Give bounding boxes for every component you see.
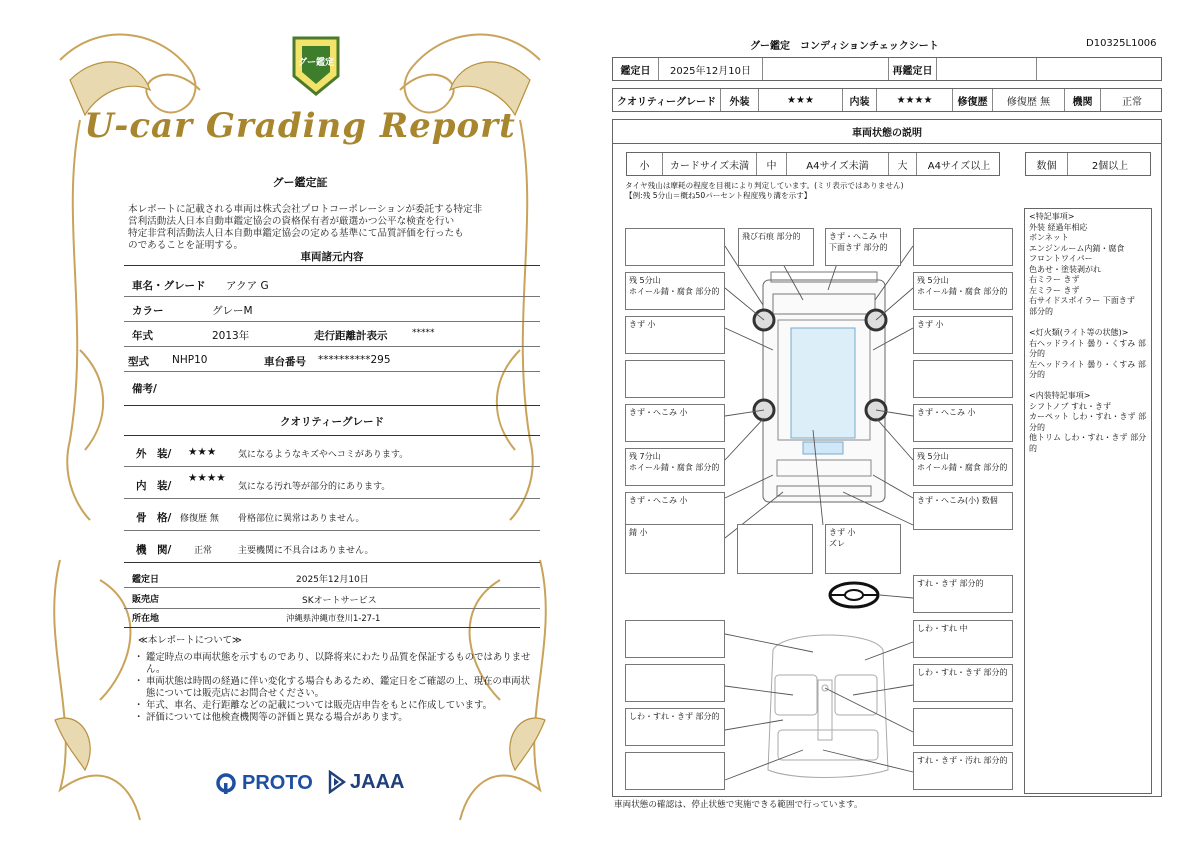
condition-panel bbox=[612, 119, 1162, 797]
jaaa-logo-text: JAAA bbox=[350, 770, 405, 793]
divider bbox=[124, 587, 540, 588]
note-item: ・ 車両状態は時間の経過に伴い変化する場合もあるため、鑑定日をご確認の上、現在の車両状態については販売店にお問合せください。 bbox=[136, 676, 536, 700]
year-label: 年式 bbox=[132, 330, 153, 342]
car-name-label: 車名・グレード bbox=[132, 280, 206, 292]
car-name-value: アクア G bbox=[226, 280, 269, 292]
exterior-box-front-left bbox=[625, 228, 725, 266]
interior-stars: ★★★★ bbox=[188, 472, 226, 484]
certificate-body bbox=[128, 204, 538, 252]
legend-small: 小 bbox=[627, 153, 663, 175]
chassis-value: **********295 bbox=[318, 354, 391, 366]
blank-cell bbox=[1037, 58, 1163, 80]
interior-comment: 気になる汚れ等が部分的にあります。 bbox=[238, 482, 391, 492]
sheet-title: グー鑑定 コンディションチェックシート bbox=[750, 41, 939, 52]
exterior-comment: 気になるようなキズやヘコミがあります。 bbox=[238, 450, 409, 460]
divider bbox=[124, 466, 540, 467]
reappraisal-label: 再鑑定日 bbox=[889, 58, 937, 80]
divider bbox=[124, 371, 540, 372]
interior-box-steering: すれ・きず 部分的 bbox=[913, 575, 1013, 613]
engine-label: 機関 bbox=[1065, 89, 1101, 111]
interior-box-right-3 bbox=[913, 708, 1013, 746]
color-value: グレーM bbox=[212, 305, 253, 317]
exterior-box-right-2 bbox=[913, 360, 1013, 398]
divider bbox=[124, 321, 540, 322]
model-value: NHP10 bbox=[172, 354, 208, 366]
grading-certificate bbox=[40, 20, 560, 835]
exterior-label: 外装 bbox=[721, 89, 759, 111]
certificate-body-line: 本レポートに記載される車両は株式会社プロトコーポレーションが委託する特定非 bbox=[128, 204, 483, 215]
car-exterior-diagram bbox=[754, 272, 886, 502]
note-item: ・ 年式、車名、走行距離などの記載については販売店申告をもとに作成しています。 bbox=[136, 700, 536, 712]
exterior-box-left-2 bbox=[625, 360, 725, 398]
legend-large-desc: A4サイズ以上 bbox=[927, 160, 991, 172]
engine-value: 正常 bbox=[194, 546, 213, 556]
interior-box-left-3: しわ・すれ・きず 部分的 bbox=[625, 708, 725, 746]
exterior-box-rear-center-right: きず 小 ズレ bbox=[825, 524, 901, 574]
divider bbox=[124, 346, 540, 347]
tire-note: タイヤ残山は摩耗の程度を目視により判定しています。(ミリ表示ではありません) bbox=[625, 181, 904, 190]
jaaa-logo bbox=[328, 770, 404, 794]
legend-small-desc: カードサイズ未満 bbox=[663, 153, 757, 175]
certificate-body-line: のであることを証明する。 bbox=[128, 239, 244, 251]
tire-box-rear-left: 残 7分山 ホイール錆・腐食 部分的 bbox=[625, 448, 725, 486]
frame-value: 修復歴 無 bbox=[180, 514, 219, 524]
interior-box-right-1: しわ・すれ 中 bbox=[913, 620, 1013, 658]
exterior-label: 外 装/ bbox=[136, 448, 172, 460]
special-remarks: <特記事項> 外装 経過年相応 ボンネット エンジンルーム内錆・腐食 フロントワイパー 色あせ・塗装剥がれ 右ミラー きず 左ミラー きず 右サイドスポイラー 下面きず 部分的 <灯火類(ライト等の状態)> 右ヘッドライト 曇り・くすみ 部分的 左ヘッドライト 曇り・くすみ 部分的 <内装特記事項> シフトノブ すれ・きず カーペット しわ・すれ・きず 部分的 他トリム しわ・すれ・きず 部分的 bbox=[1024, 208, 1152, 794]
interior-box-left-2 bbox=[625, 664, 725, 702]
notes-title: ≪本レポートについて≫ bbox=[138, 635, 242, 646]
exterior-box-left-1: きず 小 bbox=[625, 316, 725, 354]
document-id: D10325L1006 bbox=[1086, 38, 1157, 49]
specs-title: 車両諸元内容 bbox=[300, 251, 364, 263]
goo-appraisal-badge bbox=[288, 32, 344, 98]
reappraisal-value bbox=[937, 58, 1037, 80]
divider bbox=[124, 498, 540, 499]
divider bbox=[124, 530, 540, 531]
remarks-label: 備考/ bbox=[132, 383, 157, 395]
exterior-box-front-right bbox=[913, 228, 1013, 266]
quality-grade-label: クオリティーグレード bbox=[613, 89, 721, 111]
chassis-label: 車台番号 bbox=[264, 356, 306, 368]
repair-history-label: 修復歴 bbox=[953, 89, 993, 111]
blank-cell bbox=[763, 58, 889, 80]
exterior-box-right-4: きず・へこみ(小) 数個 bbox=[913, 492, 1013, 530]
legend-mid: 中 bbox=[757, 153, 787, 175]
note-item: ・ 鑑定時点の車両状態を示すものであり、以降将来にわたり品質を保証するものではありません。 bbox=[136, 652, 536, 676]
interior-box-left-1 bbox=[625, 620, 725, 658]
exterior-stars: ★★★ bbox=[759, 89, 843, 111]
frame-label: 骨 格/ bbox=[136, 512, 172, 524]
quality-row bbox=[612, 88, 1162, 112]
legend-count-desc: 2個以上 bbox=[1091, 160, 1129, 172]
tire-box-front-left: 残 5分山 ホイール錆・腐食 部分的 bbox=[625, 272, 725, 310]
jaaa-mark-icon bbox=[328, 770, 346, 794]
proto-logo-text: PROTO bbox=[242, 772, 313, 794]
notes-list bbox=[136, 652, 536, 724]
location-label: 所在地 bbox=[132, 614, 160, 624]
divider bbox=[124, 265, 540, 266]
proto-logo bbox=[216, 772, 313, 795]
divider bbox=[124, 562, 540, 563]
appraisal-date-value: 2025年12月10日 bbox=[296, 575, 369, 585]
certificate-body-line: 営利活動法人日本自動車鑑定協会の資格保有者が厳選かつ公平な検査を行い bbox=[128, 215, 455, 227]
appraisal-date-value: 2025年12月10日 bbox=[659, 58, 763, 80]
steering-wheel-icon bbox=[830, 583, 878, 607]
legend-count: 数個 bbox=[1026, 153, 1068, 175]
exterior-box-front-center-left: 飛び石痕 部分的 bbox=[738, 228, 814, 266]
legend-large: 大 bbox=[889, 153, 917, 175]
exterior-box-right-3: きず・へこみ 小 bbox=[913, 404, 1013, 442]
shop-value: SKオートサービス bbox=[302, 596, 377, 606]
explain-title: 車両状態の説明 bbox=[613, 120, 1161, 144]
exterior-box-left-3: きず・へこみ 小 bbox=[625, 404, 725, 442]
appraisal-date-label: 鑑定日 bbox=[132, 575, 160, 585]
shop-label: 販売店 bbox=[132, 595, 160, 605]
divider bbox=[124, 405, 540, 406]
frame-comment: 骨格部位に異常はありません。 bbox=[238, 514, 365, 524]
divider bbox=[124, 608, 540, 609]
interior-leader-lines bbox=[725, 634, 913, 780]
condition-check-sheet bbox=[600, 20, 1180, 835]
engine-label: 機 関/ bbox=[136, 544, 172, 556]
model-label: 型式 bbox=[128, 356, 149, 368]
year-value: 2013年 bbox=[212, 330, 250, 342]
tire-example: 【例:残 5分山＝概ね50パーセント程度残り溝を示す】 bbox=[625, 191, 812, 200]
exterior-box-front-center-right: きず・へこみ 中 下面きず 部分的 bbox=[825, 228, 901, 266]
mileage-label: 走行距離計表示 bbox=[314, 330, 388, 342]
legend-mid-desc: A4サイズ未満 bbox=[787, 153, 889, 175]
certificate-heading: グー鑑定証 bbox=[272, 176, 328, 189]
divider bbox=[124, 296, 540, 297]
proto-mark-icon bbox=[216, 773, 236, 795]
interior-box-right-4: すれ・きず・汚れ 部分的 bbox=[913, 752, 1013, 790]
engine-value: 正常 bbox=[1122, 96, 1142, 108]
note-item: ・ 評価については他検査機関等の評価と異なる場合があります。 bbox=[136, 712, 536, 724]
quality-title: クオリティーグレード bbox=[280, 416, 384, 428]
exterior-stars: ★★★ bbox=[188, 446, 217, 458]
interior-box-left-4 bbox=[625, 752, 725, 790]
engine-comment: 主要機関に不具合はありません。 bbox=[238, 546, 374, 556]
interior-box-right-2: しわ・すれ・きず 部分的 bbox=[913, 664, 1013, 702]
mileage-value: ***** bbox=[412, 328, 435, 338]
exterior-box-left-4: きず・へこみ 小 bbox=[625, 492, 725, 530]
repair-history-value: 修復歴 無 bbox=[993, 89, 1065, 111]
divider bbox=[124, 627, 540, 628]
report-title: U-car Grading Report bbox=[84, 106, 516, 146]
tire-box-front-right: 残 5分山 ホイール錆・腐食 部分的 bbox=[913, 272, 1013, 310]
location-value: 沖縄県沖縄市登川1-27-1 bbox=[286, 613, 381, 623]
interior-label: 内装 bbox=[843, 89, 877, 111]
interior-label: 内 装/ bbox=[136, 480, 172, 492]
color-label: カラー bbox=[132, 305, 164, 317]
exterior-box-right-1: きず 小 bbox=[913, 316, 1013, 354]
exterior-box-rear-left: 錆 小 bbox=[625, 524, 725, 574]
divider bbox=[124, 435, 540, 436]
footer-note: 車両状態の確認は、停止状態で実施できる範囲で行っています。 bbox=[614, 800, 863, 810]
badge-text: グー鑑定 bbox=[297, 58, 335, 68]
exterior-box-rear-center-left bbox=[737, 524, 813, 574]
certificate-body-line: 特定非営利活動法人日本自動車鑑定協会の定める基準にて品質評価を行ったも bbox=[128, 227, 464, 239]
interior-stars: ★★★★ bbox=[877, 89, 953, 111]
date-row bbox=[612, 57, 1162, 81]
tire-box-rear-right: 残 5分山 ホイール錆・腐食 部分的 bbox=[913, 448, 1013, 486]
appraisal-date-label: 鑑定日 bbox=[613, 58, 659, 80]
